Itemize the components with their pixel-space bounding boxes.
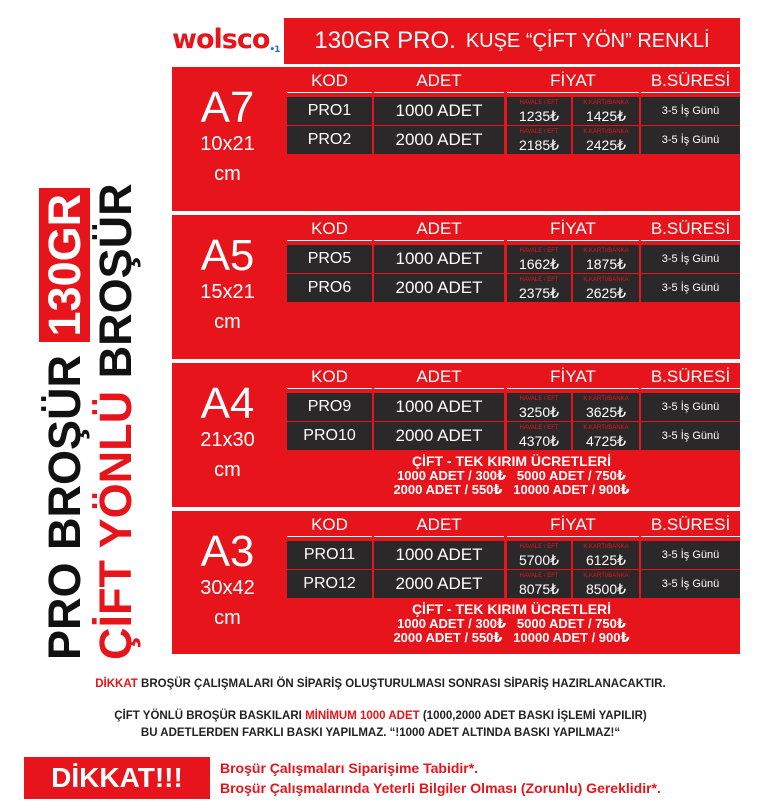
product-header — [284, 18, 740, 64]
row-kod: PRO9 — [287, 393, 372, 421]
footer-line2-a: ÇİFT YÖNLÜ BROŞÜR BASKILARI — [114, 710, 306, 722]
price-label-kart: K.KARTI/BANKA — [583, 396, 629, 402]
header-main: 130GR PRO. — [314, 27, 456, 54]
logo-suffix: •1 — [269, 45, 280, 55]
kirim-row-2: 2000 ADET / 550₺ 10000 ADET / 900₺ — [393, 630, 630, 645]
price-label-kart: K.KARTI/BANKA — [583, 248, 629, 254]
size-dimensions: 15x21 — [200, 281, 255, 303]
size-dimensions: 10x21 — [200, 133, 255, 155]
price-kart — [573, 245, 639, 273]
footer-line2-b: (1000,2000 ADET BASKI İŞLEMİ YAPILIR) — [419, 710, 647, 722]
row-kod: PRO11 — [287, 541, 372, 569]
row-sure: 3-5 İş Günü — [641, 274, 740, 302]
size-unit: cm — [214, 607, 241, 629]
size-name: A7 — [200, 83, 255, 132]
price-label-kart: K.KARTI/BANKA — [583, 129, 629, 135]
col-header-fiyat: FİYAT — [507, 513, 639, 537]
kirim-fees — [283, 601, 740, 645]
footer-dikkat-word: DİKKAT — [95, 678, 138, 690]
col-header-fiyat: FİYAT — [507, 365, 639, 389]
price-label-havale: HAVALE / EFT — [519, 129, 559, 135]
size-unit: cm — [214, 311, 241, 333]
price-value-havale: 2375₺ — [518, 285, 560, 301]
price-label-havale: HAVALE / EFT — [519, 425, 559, 431]
price-value-kart: 8500₺ — [585, 581, 627, 597]
footer-line1 — [0, 678, 761, 690]
row-kod: PRO5 — [287, 245, 372, 273]
dikkat-notices — [220, 758, 661, 798]
row-kod: PRO1 — [287, 97, 372, 125]
price-label-kart: K.KARTI/BANKA — [583, 573, 629, 579]
price-kart — [573, 97, 639, 125]
price-havale — [507, 393, 571, 421]
price-label-kart: K.KARTI/BANKA — [583, 100, 629, 106]
row-kod: PRO10 — [287, 422, 372, 450]
price-kart — [573, 541, 639, 569]
kirim-fees — [283, 453, 740, 497]
footer-line3: BU ADETLERDEN FARKLI BASKI YAPILMAZ. “!1000 ADET ALTINDA BASKI YAPILMAZ!“ — [140, 727, 621, 739]
row-sure: 3-5 İş Günü — [641, 97, 740, 125]
col-header-sure: B.SÜRESİ — [641, 365, 740, 389]
price-kart — [573, 274, 639, 302]
price-value-kart: 1425₺ — [585, 108, 627, 124]
price-label-kart: K.KARTI/BANKA — [583, 544, 629, 550]
price-label-havale: HAVALE / EFT — [519, 396, 559, 402]
footer-line1-text: BROŞÜR ÇALIŞMALARI ÖN SİPARİŞ OLUŞTURULMASI SONRASI SİPARİŞ HAZIRLANACAKTIR. — [137, 678, 666, 690]
price-value-havale: 8075₺ — [518, 581, 560, 597]
size-name: A4 — [200, 379, 255, 428]
row-adet: 2000 ADET — [374, 126, 504, 154]
price-kart — [573, 126, 639, 154]
price-value-havale: 4370₺ — [518, 433, 560, 449]
price-kart — [573, 422, 639, 450]
price-label-havale: HAVALE / EFT — [519, 544, 559, 550]
header-sub: KUŞE “ÇİFT YÖN” RENKLİ — [465, 29, 710, 52]
price-value-kart: 2625₺ — [585, 285, 627, 301]
vertical-title-line2 — [90, 60, 142, 660]
price-label-kart: K.KARTI/BANKA — [583, 425, 629, 431]
col-header-kod: KOD — [287, 69, 372, 93]
section-a5 — [172, 215, 740, 359]
kirim-row-2: 2000 ADET / 550₺ 10000 ADET / 900₺ — [393, 482, 630, 497]
col-header-adet: ADET — [374, 217, 504, 241]
size-unit: cm — [214, 459, 241, 481]
title-pro-brosur: PRO BROŞÜR — [39, 342, 90, 660]
col-header-kod: KOD — [287, 365, 372, 389]
size-label — [172, 67, 283, 211]
logo-text: wolsco — [172, 24, 270, 55]
row-sure: 3-5 İş Günü — [641, 541, 740, 569]
footer-line2 — [0, 710, 761, 722]
price-label-kart: K.KARTI/BANKA — [583, 277, 629, 283]
vertical-title — [40, 60, 142, 660]
price-label-havale: HAVALE / EFT — [519, 573, 559, 579]
title-130gr-badge: 130GR — [39, 188, 90, 343]
price-havale — [507, 541, 571, 569]
price-kart — [573, 393, 639, 421]
notice-2: Broşür Çalışmalarında Yeterli Bilgiler Olması (Zorunlu) Gereklidir*. — [220, 780, 661, 796]
footer-minimum: MİNİMUM 1000 ADET — [305, 710, 420, 722]
price-havale — [507, 245, 571, 273]
price-value-kart: 4725₺ — [585, 433, 627, 449]
size-unit: cm — [214, 163, 241, 185]
kirim-row-1: 1000 ADET / 300₺ 5000 ADET / 750₺ — [397, 468, 626, 483]
title-brosur: BROŞÜR — [90, 183, 141, 379]
row-sure: 3-5 İş Günü — [641, 126, 740, 154]
section-a4 — [172, 363, 740, 507]
row-kod: PRO2 — [287, 126, 372, 154]
row-adet: 1000 ADET — [374, 245, 504, 273]
size-name: A3 — [200, 527, 255, 576]
price-label-havale: HAVALE / EFT — [519, 277, 559, 283]
size-name: A5 — [200, 231, 255, 280]
price-kart — [573, 570, 639, 598]
dikkat-badge: DİKKAT!!! — [24, 757, 210, 799]
price-value-kart: 3625₺ — [585, 404, 627, 420]
price-label-havale: HAVALE / EFT — [519, 248, 559, 254]
row-adet: 2000 ADET — [374, 570, 504, 598]
size-label — [172, 363, 283, 507]
col-header-adet: ADET — [374, 365, 504, 389]
row-kod: PRO6 — [287, 274, 372, 302]
row-adet: 2000 ADET — [374, 422, 504, 450]
row-kod: PRO12 — [287, 570, 372, 598]
price-value-havale: 5700₺ — [518, 552, 560, 568]
col-header-fiyat: FİYAT — [507, 217, 639, 241]
price-value-havale: 1662₺ — [518, 256, 560, 272]
price-havale — [507, 422, 571, 450]
price-havale — [507, 570, 571, 598]
size-label — [172, 215, 283, 359]
section-a3 — [172, 511, 740, 654]
row-adet: 2000 ADET — [374, 274, 504, 302]
vertical-title-line1 — [40, 60, 90, 660]
price-label-havale: HAVALE / EFT — [519, 100, 559, 106]
col-header-kod: KOD — [287, 217, 372, 241]
col-header-sure: B.SÜRESİ — [641, 217, 740, 241]
row-sure: 3-5 İş Günü — [641, 422, 740, 450]
title-cift-yonlu: ÇİFT YÖNLÜ — [90, 378, 141, 660]
size-dimensions: 21x30 — [200, 429, 255, 451]
price-value-havale: 3250₺ — [518, 404, 560, 420]
col-header-kod: KOD — [287, 513, 372, 537]
col-header-adet: ADET — [374, 69, 504, 93]
price-value-kart: 1875₺ — [585, 256, 627, 272]
size-dimensions: 30x42 — [200, 577, 255, 599]
section-a7 — [172, 67, 740, 211]
row-sure: 3-5 İş Günü — [641, 393, 740, 421]
row-sure: 3-5 İş Günü — [641, 245, 740, 273]
notice-1: Broşür Çalışmaları Siparişime Tabidir*. — [220, 760, 479, 776]
row-adet: 1000 ADET — [374, 97, 504, 125]
brand-logo — [172, 24, 279, 55]
price-havale — [507, 274, 571, 302]
col-header-fiyat: FİYAT — [507, 69, 639, 93]
price-value-kart: 2425₺ — [585, 137, 627, 153]
row-adet: 1000 ADET — [374, 541, 504, 569]
price-havale — [507, 97, 571, 125]
price-value-havale: 2185₺ — [518, 137, 560, 153]
price-value-havale: 1235₺ — [518, 108, 560, 124]
col-header-sure: B.SÜRESİ — [641, 69, 740, 93]
kirim-row-1: 1000 ADET / 300₺ 5000 ADET / 750₺ — [397, 616, 626, 631]
size-label — [172, 511, 283, 654]
kirim-title: ÇİFT - TEK KIRIM ÜCRETLERİ — [411, 601, 612, 617]
col-header-sure: B.SÜRESİ — [641, 513, 740, 537]
col-header-adet: ADET — [374, 513, 504, 537]
price-havale — [507, 126, 571, 154]
kirim-title: ÇİFT - TEK KIRIM ÜCRETLERİ — [411, 453, 612, 469]
price-value-kart: 6125₺ — [585, 552, 627, 568]
row-adet: 1000 ADET — [374, 393, 504, 421]
row-sure: 3-5 İş Günü — [641, 570, 740, 598]
